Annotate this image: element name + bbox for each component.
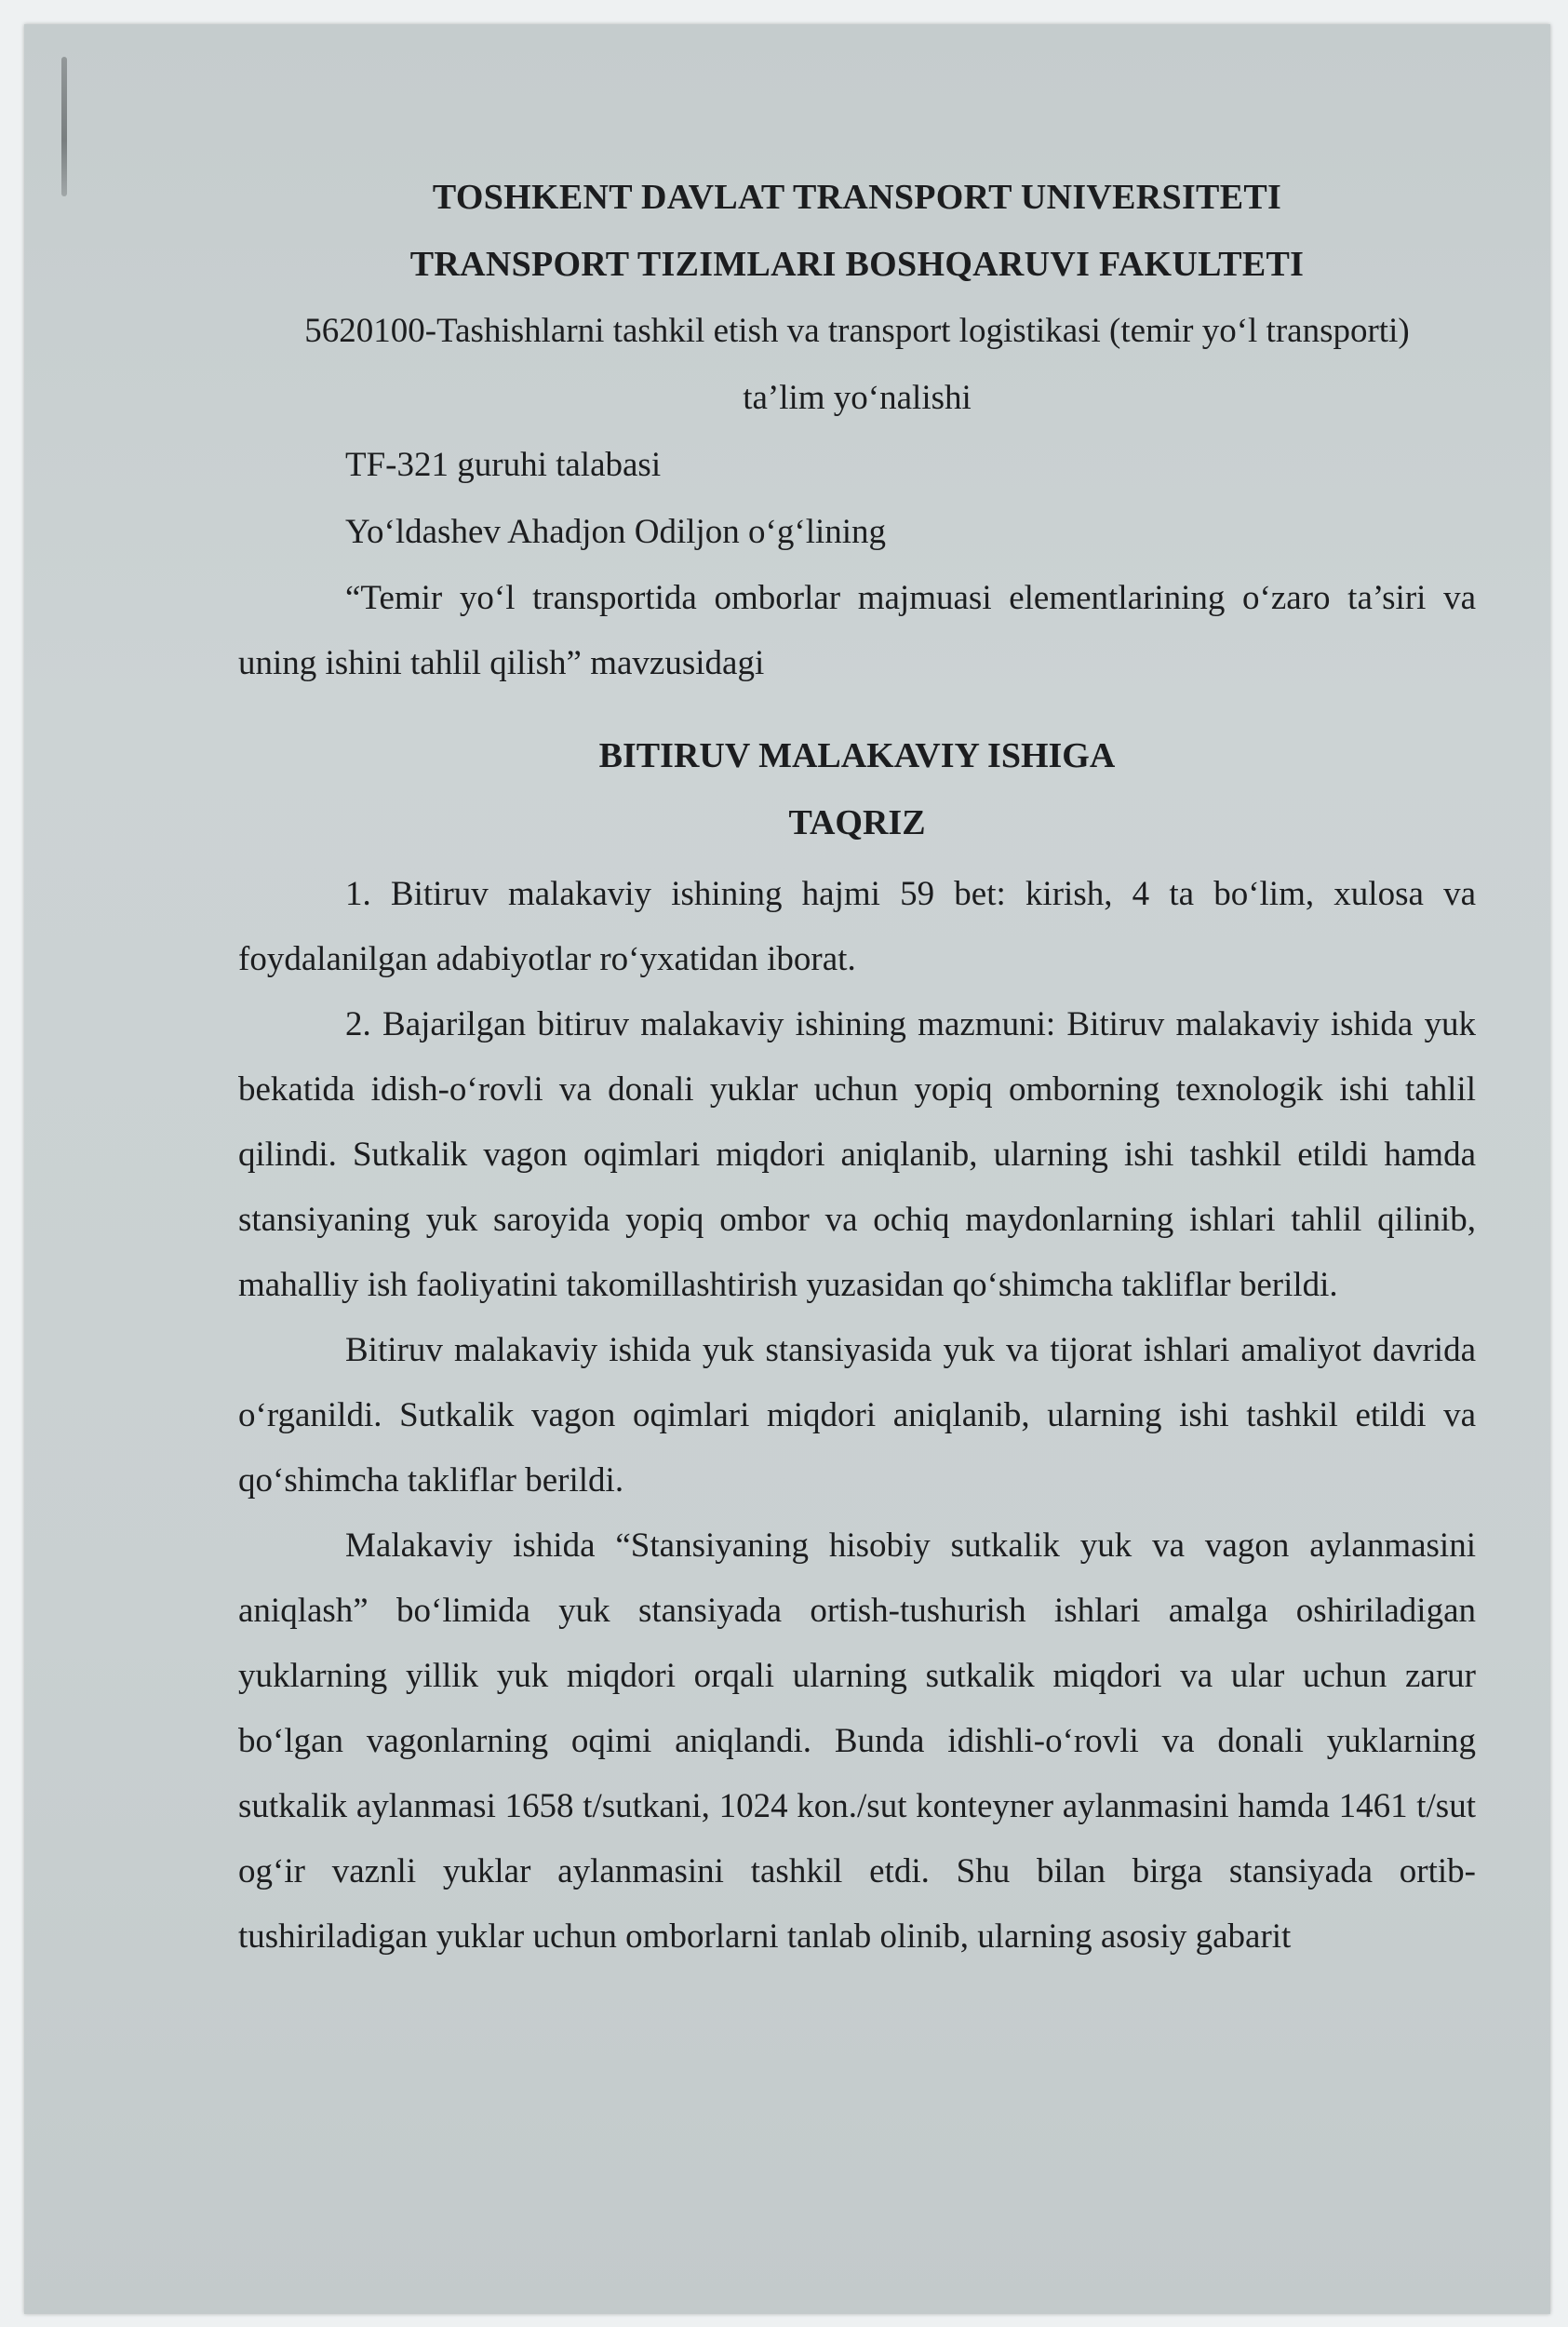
review-paragraph-3: Bitiruv malakaviy ishida yuk stansiyasida yuk va tijorat ishlari amaliyot davrida o‘rganildi. Sutkalik vagon oqimlari miqdori aniqlanib, ularning ishi tashkil etildi va qo‘shimcha takliflar berildi. [238,1331,1476,1500]
document-title-line-1: BITIRUV MALAKAVIY ISHIGA [598,736,1116,775]
thesis-topic: “Temir yo‘l transportida omborlar majmuasi elementlarining o‘zaro ta’siri va uning ishini tahlil qilish” mavzusidagi [238,579,1476,682]
student-name: Yo‘ldashev Ahadjon Odiljon o‘g‘lining [345,513,887,551]
university-name: TOSHKENT DAVLAT TRANSPORT UNIVERSITETI [432,178,1282,217]
staple-mark [61,57,67,196]
program-line-1: 5620100-Tashishlarni tashkil etish va transport logistikasi (temir yo‘l transporti) [304,312,1410,350]
review-paragraph-1: 1. Bitiruv malakaviy ishining hajmi 59 bet: kirish, 4 ta bo‘lim, xulosa va foydalanilgan adabiyotlar ro‘yxatidan iborat. [238,875,1476,978]
faculty-name: TRANSPORT TIZIMLARI BOSHQARUVI FAKULTETI [409,245,1305,284]
document-content [238,164,1476,1970]
student-group: TF-321 guruhi talabasi [345,446,662,484]
review-paragraph-2: 2. Bajarilgan bitiruv malakaviy ishining mazmuni: Bitiruv malakaviy ishida yuk bekatida idish-o‘rovli va donali yuklar uchun yopiq omborning texnologik ishi tahlil qilindi. Sutkalik vagon oqimlari miqdori aniqlanib, ularning ishi tashkil etildi hamda stansiyaning yuk saroyida yopiq ombor va ochiq maydonlarning ishlari tahlil qilinib, mahalliy ish faoliyatini takomillashtirish yuzasidan qo‘shimcha takliflar berildi. [238,1005,1476,1304]
review-paragraph-4: Malakaviy ishida “Stansiyaning hisobiy sutkalik yuk va vagon aylanmasini aniqlash” bo‘limida yuk stansiyada ortish-tushurish ishlari amalga oshiriladigan yuklarning yillik yuk miqdori orqali ularning sutkalik miqdori va ular uchun zarur bo‘lgan vagonlarning oqimi aniqlandi. Bunda idishli-o‘rovli va donali yuklarning sutkalik aylanmasi 1658 t/sutkani, 1024 kon./sut konteyner aylanmasini hamda 1461 t/sut og‘ir vaznli yuklar aylanmasini tashkil etdi. Shu bilan birga stansiyada ortib-tushiriladigan yuklar uchun omborlarni tanlab olinib, ularning asosiy gabarit [238,1527,1476,1956]
document-page [24,24,1550,2314]
document-title-line-2: TAQRIZ [788,803,926,842]
program-line-2: ta’lim yo‘nalishi [743,379,972,417]
